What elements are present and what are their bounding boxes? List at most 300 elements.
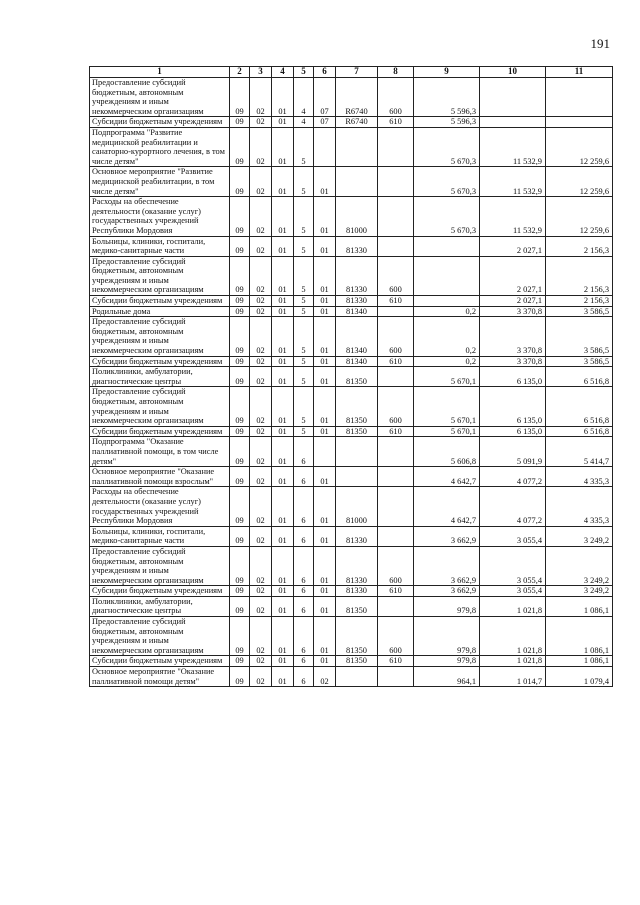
code-cell: 01: [314, 526, 336, 546]
code-cell: R6740: [336, 78, 378, 117]
amount-cell: 3 370,8: [480, 317, 546, 356]
code-cell: 09: [230, 487, 250, 526]
amount-cell: 3 586,5: [546, 356, 613, 367]
code-cell: [336, 467, 378, 487]
code-cell: 81340: [336, 317, 378, 356]
amount-cell: 5 670,3: [414, 197, 480, 236]
amount-cell: 2 027,1: [480, 296, 546, 307]
code-cell: 02: [250, 167, 272, 197]
code-cell: 5: [294, 256, 314, 295]
code-cell: [378, 526, 414, 546]
row-name-cell: Больницы, клиники, госпитали, медико-санитарные части: [90, 236, 230, 256]
amount-cell: 4 642,7: [414, 467, 480, 487]
code-cell: 5: [294, 387, 314, 426]
code-cell: 02: [250, 487, 272, 526]
code-cell: 81340: [336, 356, 378, 367]
column-header: 9: [414, 67, 480, 78]
code-cell: 5: [294, 317, 314, 356]
row-name-cell: Предоставление субсидий бюджетным, автономным учреждениям и иным некоммерческим организациям: [90, 256, 230, 295]
code-cell: 01: [314, 356, 336, 367]
code-cell: 01: [314, 596, 336, 616]
amount-cell: 4 335,3: [546, 467, 613, 487]
amount-cell: 3 370,8: [480, 356, 546, 367]
amount-cell: 6 135,0: [480, 387, 546, 426]
budget-table: [89, 66, 613, 687]
amount-cell: 12 259,6: [546, 127, 613, 166]
code-cell: 01: [314, 317, 336, 356]
code-cell: 6: [294, 467, 314, 487]
code-cell: 81000: [336, 197, 378, 236]
row-name-cell: Субсидии бюджетным учреждениям: [90, 426, 230, 437]
code-cell: 01: [314, 586, 336, 597]
code-cell: 01: [272, 467, 294, 487]
code-cell: 6: [294, 656, 314, 667]
code-cell: 02: [250, 78, 272, 117]
code-cell: 81330: [336, 526, 378, 546]
code-cell: 09: [230, 117, 250, 128]
code-cell: 09: [230, 387, 250, 426]
amount-cell: 1 086,1: [546, 656, 613, 667]
row-name-cell: Субсидии бюджетным учреждениям: [90, 586, 230, 597]
table-row: [90, 656, 613, 667]
code-cell: 5: [294, 127, 314, 166]
code-cell: 81000: [336, 487, 378, 526]
code-cell: 02: [250, 467, 272, 487]
amount-cell: 1 086,1: [546, 596, 613, 616]
column-header: 7: [336, 67, 378, 78]
table-row: [90, 387, 613, 426]
code-cell: 01: [314, 236, 336, 256]
code-cell: 02: [250, 387, 272, 426]
code-cell: 5: [294, 356, 314, 367]
code-cell: [314, 127, 336, 166]
row-name-cell: Подпрограмма "Оказание паллиативной помощи, в том числе детям": [90, 437, 230, 467]
code-cell: 02: [250, 546, 272, 585]
amount-cell: 3 586,5: [546, 306, 613, 317]
code-cell: 600: [378, 317, 414, 356]
code-cell: 09: [230, 306, 250, 317]
code-cell: 5: [294, 296, 314, 307]
code-cell: 09: [230, 256, 250, 295]
code-cell: 01: [272, 596, 294, 616]
code-cell: 01: [272, 367, 294, 387]
code-cell: 6: [294, 617, 314, 656]
amount-cell: 1 021,8: [480, 656, 546, 667]
amount-cell: 1 021,8: [480, 596, 546, 616]
table-row: [90, 78, 613, 117]
amount-cell: 3 662,9: [414, 586, 480, 597]
code-cell: 02: [250, 426, 272, 437]
table-row: [90, 487, 613, 526]
code-cell: 09: [230, 667, 250, 687]
table-row: [90, 586, 613, 597]
code-cell: 09: [230, 467, 250, 487]
table-row: [90, 467, 613, 487]
column-header: 2: [230, 67, 250, 78]
amount-cell: 4 077,2: [480, 487, 546, 526]
code-cell: [378, 487, 414, 526]
column-header: 11: [546, 67, 613, 78]
row-name-cell: Больницы, клиники, госпитали, медико-санитарные части: [90, 526, 230, 546]
code-cell: 01: [272, 256, 294, 295]
row-name-cell: Поликлиники, амбулатории, диагностические центры: [90, 367, 230, 387]
row-name-cell: Родильные дома: [90, 306, 230, 317]
code-cell: 610: [378, 656, 414, 667]
code-cell: 600: [378, 617, 414, 656]
amount-cell: 12 259,6: [546, 197, 613, 236]
code-cell: 02: [250, 596, 272, 616]
amount-cell: [546, 78, 613, 117]
code-cell: 81350: [336, 387, 378, 426]
row-name-cell: Предоставление субсидий бюджетным, автономным учреждениям и иным некоммерческим организациям: [90, 387, 230, 426]
amount-cell: 5 670,1: [414, 387, 480, 426]
row-name-cell: Субсидии бюджетным учреждениям: [90, 296, 230, 307]
table-row: [90, 197, 613, 236]
table-row: [90, 367, 613, 387]
row-name-cell: Предоставление субсидий бюджетным, автономным учреждениям и иным некоммерческим организациям: [90, 546, 230, 585]
row-name-cell: Расходы на обеспечение деятельности (оказание услуг) государственных учреждений Республики Мордовия: [90, 197, 230, 236]
code-cell: 01: [314, 167, 336, 197]
code-cell: 07: [314, 117, 336, 128]
code-cell: 5: [294, 367, 314, 387]
code-cell: 02: [250, 317, 272, 356]
code-cell: 01: [314, 387, 336, 426]
row-name-cell: Подпрограмма "Развитие медицинской реабилитации и санаторно-курортного лечения, в том числе детям": [90, 127, 230, 166]
amount-cell: 5 606,8: [414, 437, 480, 467]
amount-cell: 3 586,5: [546, 317, 613, 356]
amount-cell: 6 516,8: [546, 387, 613, 426]
table-row: [90, 117, 613, 128]
amount-cell: 5 596,3: [414, 78, 480, 117]
amount-cell: 2 027,1: [480, 256, 546, 295]
row-name-cell: Субсидии бюджетным учреждениям: [90, 656, 230, 667]
code-cell: [378, 467, 414, 487]
row-name-cell: Основное мероприятие "Оказание паллиативной помощи взрослым": [90, 467, 230, 487]
code-cell: [378, 596, 414, 616]
amount-cell: 3 249,2: [546, 586, 613, 597]
code-cell: 02: [250, 197, 272, 236]
code-cell: 01: [314, 197, 336, 236]
amount-cell: 11 532,9: [480, 167, 546, 197]
amount-cell: 1 079,4: [546, 667, 613, 687]
code-cell: 600: [378, 387, 414, 426]
amount-cell: 3 055,4: [480, 586, 546, 597]
code-cell: 5: [294, 197, 314, 236]
amount-cell: [414, 296, 480, 307]
row-name-cell: Расходы на обеспечение деятельности (оказание услуг) государственных учреждений Республики Мордовия: [90, 487, 230, 526]
code-cell: 6: [294, 437, 314, 467]
table-row: [90, 236, 613, 256]
code-cell: 5: [294, 236, 314, 256]
row-name-cell: Основное мероприятие "Развитие медицинской реабилитации, в том числе детям": [90, 167, 230, 197]
code-cell: 81350: [336, 656, 378, 667]
code-cell: 5: [294, 426, 314, 437]
amount-cell: 3 662,9: [414, 526, 480, 546]
amount-cell: 5 670,3: [414, 127, 480, 166]
column-header: 10: [480, 67, 546, 78]
code-cell: 01: [314, 256, 336, 295]
code-cell: 09: [230, 236, 250, 256]
code-cell: 09: [230, 586, 250, 597]
code-cell: 09: [230, 356, 250, 367]
page-number: 191: [590, 36, 610, 51]
amount-cell: 12 259,6: [546, 167, 613, 197]
row-name-cell: Субсидии бюджетным учреждениям: [90, 117, 230, 128]
code-cell: 01: [272, 296, 294, 307]
table-row: [90, 317, 613, 356]
code-cell: [336, 437, 378, 467]
code-cell: 02: [250, 306, 272, 317]
code-cell: 07: [314, 78, 336, 117]
code-cell: 6: [294, 526, 314, 546]
code-cell: [378, 197, 414, 236]
code-cell: 600: [378, 78, 414, 117]
code-cell: 01: [272, 586, 294, 597]
code-cell: 02: [250, 256, 272, 295]
code-cell: 01: [272, 617, 294, 656]
code-cell: 01: [314, 296, 336, 307]
code-cell: 610: [378, 586, 414, 597]
code-cell: 6: [294, 487, 314, 526]
code-cell: 02: [314, 667, 336, 687]
code-cell: 81330: [336, 546, 378, 585]
table-row: [90, 617, 613, 656]
code-cell: 02: [250, 526, 272, 546]
code-cell: 01: [272, 667, 294, 687]
table-row: [90, 526, 613, 546]
amount-cell: 6 135,0: [480, 367, 546, 387]
code-cell: 02: [250, 437, 272, 467]
code-cell: 01: [272, 117, 294, 128]
code-cell: 02: [250, 617, 272, 656]
table-row: [90, 306, 613, 317]
code-cell: [336, 667, 378, 687]
code-cell: 81330: [336, 586, 378, 597]
amount-cell: 5 670,1: [414, 367, 480, 387]
amount-cell: 11 532,9: [480, 127, 546, 166]
code-cell: [378, 127, 414, 166]
code-cell: 01: [272, 526, 294, 546]
code-cell: 81340: [336, 306, 378, 317]
code-cell: R6740: [336, 117, 378, 128]
code-cell: 09: [230, 296, 250, 307]
code-cell: 02: [250, 586, 272, 597]
amount-cell: 5 670,1: [414, 426, 480, 437]
code-cell: 01: [314, 617, 336, 656]
code-cell: 02: [250, 667, 272, 687]
code-cell: 02: [250, 656, 272, 667]
amount-cell: 3 055,4: [480, 546, 546, 585]
code-cell: 81330: [336, 236, 378, 256]
amount-cell: 3 249,2: [546, 546, 613, 585]
code-cell: 02: [250, 356, 272, 367]
table-row: [90, 127, 613, 166]
amount-cell: 0,2: [414, 306, 480, 317]
code-cell: 01: [314, 306, 336, 317]
code-cell: 09: [230, 656, 250, 667]
code-cell: 09: [230, 367, 250, 387]
code-cell: [378, 437, 414, 467]
code-cell: 09: [230, 197, 250, 236]
code-cell: 81350: [336, 426, 378, 437]
amount-cell: 5 091,9: [480, 437, 546, 467]
amount-cell: 0,2: [414, 317, 480, 356]
code-cell: 09: [230, 437, 250, 467]
amount-cell: 1 086,1: [546, 617, 613, 656]
code-cell: 01: [272, 437, 294, 467]
amount-cell: 0,2: [414, 356, 480, 367]
table-header-row: [90, 67, 613, 78]
amount-cell: 1 021,8: [480, 617, 546, 656]
amount-cell: 979,8: [414, 617, 480, 656]
code-cell: [378, 367, 414, 387]
amount-cell: [480, 78, 546, 117]
code-cell: 01: [314, 487, 336, 526]
amount-cell: 4 077,2: [480, 467, 546, 487]
code-cell: 4: [294, 117, 314, 128]
code-cell: 01: [272, 546, 294, 585]
code-cell: 01: [272, 426, 294, 437]
table-row: [90, 546, 613, 585]
code-cell: 600: [378, 256, 414, 295]
amount-cell: 5 670,3: [414, 167, 480, 197]
code-cell: 81330: [336, 296, 378, 307]
code-cell: 610: [378, 356, 414, 367]
code-cell: 09: [230, 526, 250, 546]
code-cell: 6: [294, 667, 314, 687]
code-cell: 610: [378, 117, 414, 128]
code-cell: 6: [294, 596, 314, 616]
amount-cell: [546, 117, 613, 128]
code-cell: 01: [272, 317, 294, 356]
table-row: [90, 356, 613, 367]
code-cell: 01: [272, 306, 294, 317]
column-header: 1: [90, 67, 230, 78]
code-cell: 01: [272, 127, 294, 166]
code-cell: 02: [250, 236, 272, 256]
code-cell: 01: [314, 467, 336, 487]
code-cell: 610: [378, 296, 414, 307]
code-cell: 09: [230, 426, 250, 437]
code-cell: 09: [230, 167, 250, 197]
code-cell: 610: [378, 426, 414, 437]
code-cell: 01: [272, 197, 294, 236]
table-row: [90, 167, 613, 197]
code-cell: 01: [272, 356, 294, 367]
table-row: [90, 596, 613, 616]
code-cell: 09: [230, 127, 250, 166]
code-cell: 01: [272, 387, 294, 426]
table-row: [90, 256, 613, 295]
amount-cell: 3 249,2: [546, 526, 613, 546]
amount-cell: 5 596,3: [414, 117, 480, 128]
code-cell: 01: [272, 78, 294, 117]
code-cell: 02: [250, 367, 272, 387]
row-name-cell: Субсидии бюджетным учреждениям: [90, 356, 230, 367]
row-name-cell: Предоставление субсидий бюджетным, автономным учреждениям и иным некоммерческим организациям: [90, 78, 230, 117]
amount-cell: [414, 256, 480, 295]
amount-cell: 11 532,9: [480, 197, 546, 236]
code-cell: 81350: [336, 596, 378, 616]
amount-cell: 2 156,3: [546, 236, 613, 256]
amount-cell: 6 516,8: [546, 426, 613, 437]
table-row: [90, 426, 613, 437]
column-header: 3: [250, 67, 272, 78]
code-cell: 4: [294, 78, 314, 117]
amount-cell: 979,8: [414, 596, 480, 616]
code-cell: [336, 127, 378, 166]
amount-cell: 964,1: [414, 667, 480, 687]
code-cell: 02: [250, 127, 272, 166]
amount-cell: 4 642,7: [414, 487, 480, 526]
code-cell: 01: [272, 167, 294, 197]
table-row: [90, 437, 613, 467]
code-cell: 81350: [336, 617, 378, 656]
code-cell: 09: [230, 596, 250, 616]
code-cell: 09: [230, 317, 250, 356]
amount-cell: 979,8: [414, 656, 480, 667]
code-cell: [314, 437, 336, 467]
amount-cell: 6 516,8: [546, 367, 613, 387]
column-header: 8: [378, 67, 414, 78]
code-cell: 01: [314, 367, 336, 387]
code-cell: 5: [294, 167, 314, 197]
code-cell: 01: [314, 426, 336, 437]
code-cell: 6: [294, 546, 314, 585]
table-body: [90, 78, 613, 687]
column-header: 5: [294, 67, 314, 78]
code-cell: 01: [314, 546, 336, 585]
column-header: 6: [314, 67, 336, 78]
amount-cell: 1 014,7: [480, 667, 546, 687]
code-cell: 6: [294, 586, 314, 597]
code-cell: 09: [230, 78, 250, 117]
row-name-cell: Предоставление субсидий бюджетным, автономным учреждениям и иным некоммерческим организациям: [90, 317, 230, 356]
amount-cell: 4 335,3: [546, 487, 613, 526]
code-cell: [378, 236, 414, 256]
row-name-cell: Поликлиники, амбулатории, диагностические центры: [90, 596, 230, 616]
amount-cell: 3 055,4: [480, 526, 546, 546]
code-cell: 02: [250, 296, 272, 307]
table-row: [90, 296, 613, 307]
code-cell: 5: [294, 306, 314, 317]
row-name-cell: Основное мероприятие "Оказание паллиативной помощи детям": [90, 667, 230, 687]
amount-cell: 6 135,0: [480, 426, 546, 437]
code-cell: [378, 306, 414, 317]
code-cell: 01: [272, 236, 294, 256]
code-cell: [336, 167, 378, 197]
code-cell: 01: [272, 487, 294, 526]
row-name-cell: Предоставление субсидий бюджетным, автономным учреждениям и иным некоммерческим организациям: [90, 617, 230, 656]
code-cell: 01: [272, 656, 294, 667]
code-cell: 02: [250, 117, 272, 128]
amount-cell: 3 370,8: [480, 306, 546, 317]
amount-cell: 5 414,7: [546, 437, 613, 467]
column-header: 4: [272, 67, 294, 78]
code-cell: 600: [378, 546, 414, 585]
table-row: [90, 667, 613, 687]
amount-cell: 2 156,3: [546, 256, 613, 295]
code-cell: 09: [230, 546, 250, 585]
code-cell: 81350: [336, 367, 378, 387]
code-cell: [378, 667, 414, 687]
amount-cell: 2 027,1: [480, 236, 546, 256]
amount-cell: [414, 236, 480, 256]
amount-cell: 3 662,9: [414, 546, 480, 585]
code-cell: [378, 167, 414, 197]
code-cell: 01: [314, 656, 336, 667]
amount-cell: [480, 117, 546, 128]
